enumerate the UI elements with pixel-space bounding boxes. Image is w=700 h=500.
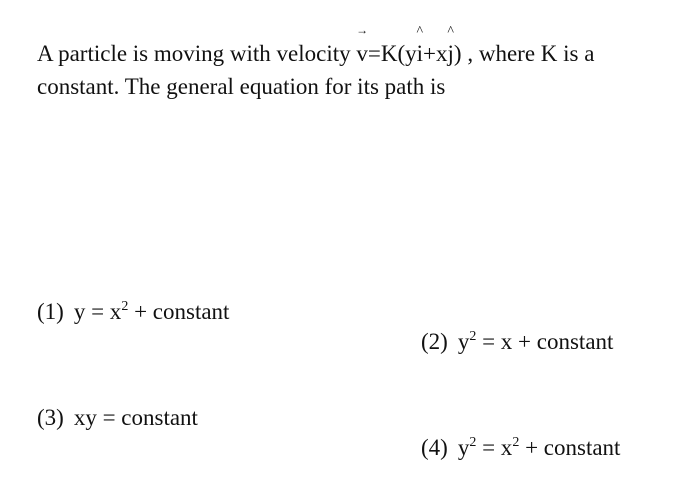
option-3[interactable]: [37, 404, 198, 432]
unit-vector-j: [447, 24, 455, 70]
hat-icon: ^: [447, 24, 455, 39]
velocity-plus: +x: [423, 41, 448, 66]
option-rhs: = x + constant: [476, 329, 614, 354]
hat-icon: ^: [416, 24, 424, 39]
option-1[interactable]: [37, 298, 229, 326]
option-exponent-2: 2: [512, 435, 520, 450]
velocity-close: ): [453, 41, 462, 66]
option-lhs: y: [457, 435, 470, 460]
question-line-2: constant. The general equation for its path is: [37, 74, 446, 99]
option-lhs: y = x: [73, 299, 122, 324]
unit-j-symbol: j: [447, 41, 454, 66]
option-exponent: 2: [121, 299, 129, 314]
option-4[interactable]: [421, 434, 620, 462]
option-number: (3): [37, 405, 64, 430]
unit-i-symbol: i: [416, 41, 424, 66]
velocity-equals: =K(y: [367, 41, 417, 66]
option-rhs: = x: [476, 435, 513, 460]
velocity-symbol: v: [356, 41, 368, 66]
option-2[interactable]: [421, 328, 613, 356]
question-line-1: [37, 23, 667, 70]
question-intro: A particle is moving with velocity: [37, 41, 357, 66]
option-number: (1): [37, 299, 64, 324]
option-exponent: 2: [469, 329, 477, 344]
option-lhs: xy = constant: [73, 405, 198, 430]
option-lhs: y: [457, 329, 470, 354]
question-tail: , where K is a: [467, 41, 595, 66]
vector-arrow-icon: →: [356, 23, 369, 37]
question-text: [37, 23, 667, 103]
unit-vector-i: [416, 24, 424, 70]
option-number: (4): [421, 435, 448, 460]
option-exponent: 2: [469, 435, 477, 450]
velocity-expression: [356, 23, 467, 66]
option-number: (2): [421, 329, 448, 354]
option-rhs: + constant: [128, 299, 230, 324]
velocity-vector: [356, 23, 369, 70]
option-rhs-2: + constant: [519, 435, 621, 460]
